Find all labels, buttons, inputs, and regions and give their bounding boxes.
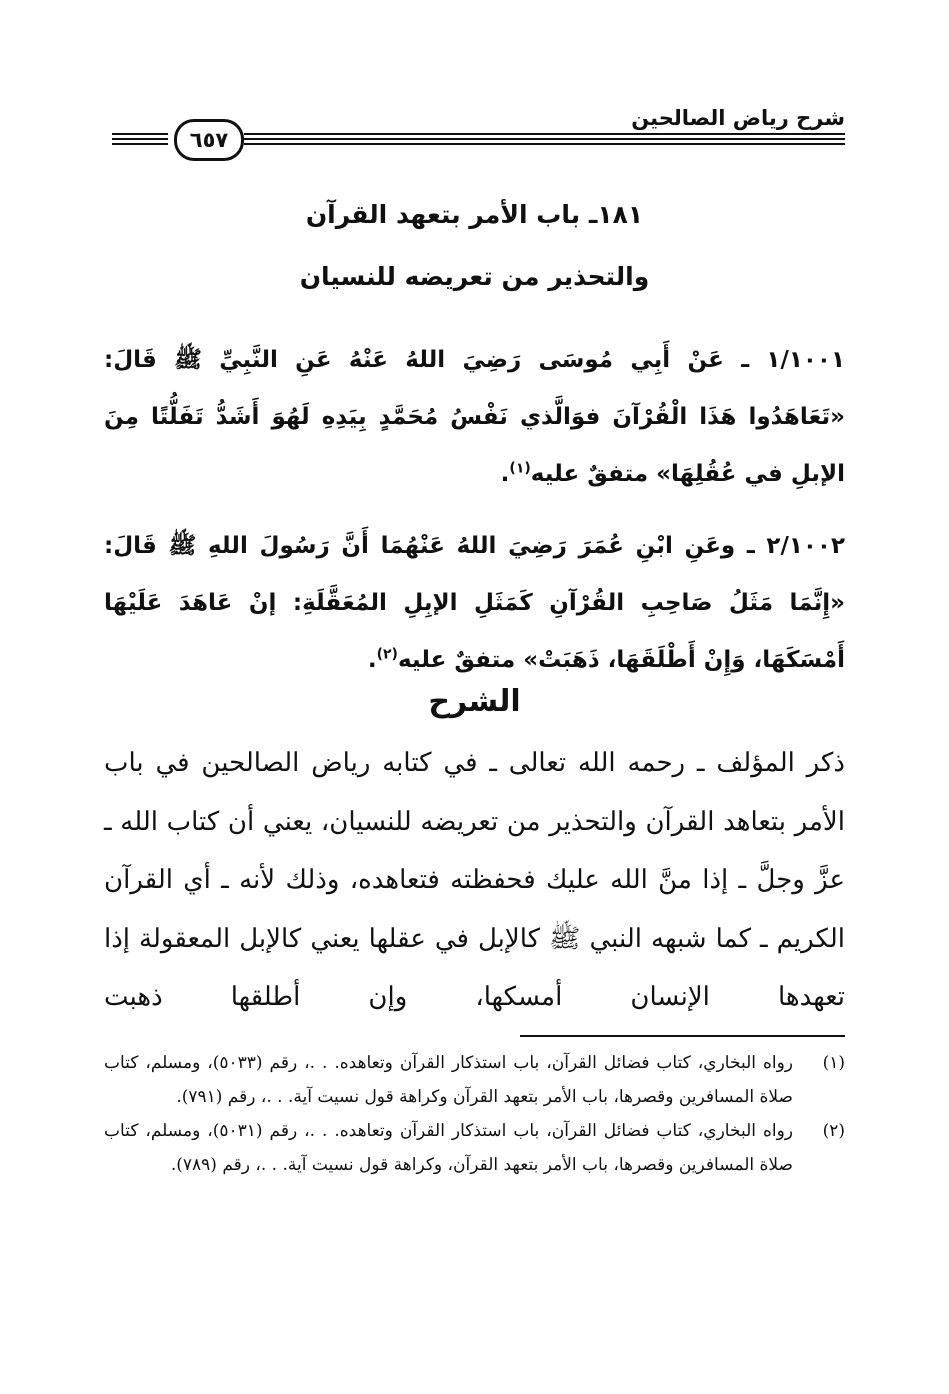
hadith-text: ٢/١٠٠٢ ـ وعَنِ ابْنِ عُمَرَ رَضِيَ اللهُ عَنْهُمَا أَنَّ رَسُولَ اللهِ ﷺ قَالَ: «إِنَّمَا مَثَلُ صَاحِبِ القُرْآنِ كَمَثَلِ الإبِلِ المُعَقَّلَةِ: إنْ عَاهَدَ عَلَيْهَا أَمْسَكَهَا، وَإِنْ أَطْلَقَهَا، ذَهَبَتْ» متفقٌ عليه [104,533,845,673]
header-rule-line [112,133,168,135]
sharh-paragraph: ذكر المؤلف ـ رحمه الله تعالى ـ في كتابه رياض الصالحين في باب الأمر بتعاهد القرآن والتحذير من تعريضه للنسيان، يعني أن كتاب الله ـ عزَّ وجلَّ ـ إذا منَّ الله عليك فحفظته فتعاهده، وذلك لأنه ـ أي القرآن الكريم ـ كما شبهه النبي ﷺ كالإبل في عقلها يعني كالإبل المعقولة إذا تعهدها الإنسان أمسكها، وإن أطلقها ذهبت [104,748,845,1012]
header-rule-line [244,138,845,140]
footnote [104,1046,845,1114]
sharh-heading: الشرح [428,684,521,719]
hadith-2: ٢/١٠٠٢ ـ وعَنِ ابْنِ عُمَرَ رَضِيَ اللهُ عَنْهُمَا أَنَّ رَسُولَ اللهِ ﷺ قَالَ: «إِنَّمَا مَثَلُ صَاحِبِ القُرْآنِ كَمَثَلِ الإبِلِ المُعَقَّلَةِ: إنْ عَاهَدَ عَلَيْهَا أَمْسَكَهَا، وَإِنْ أَطْلَقَهَا، ذَهَبَتْ» متفقٌ عليه$^{(٢)}$. [104,533,845,673]
page-number: ٦٥٧ [174,119,244,161]
header-rule-line [112,143,168,145]
footnote [104,1114,845,1182]
header-rule-line [244,143,845,145]
footnote-number: (٢) [822,1121,845,1141]
running-head-title: شرح رياض الصالحين [631,106,845,130]
footnotes [104,1046,845,1182]
footnote-text: رواه البخاري، كتاب فضائل القرآن، باب استذكار القرآن وتعاهده. . .، رقم (٥٠٣٣)، ومسلم، كتاب صلاة المسافرين وقصرها، باب الأمر بتعهد القرآن وكراهة قول نسيت آية. . .، رقم (٧٩١). [104,1053,793,1107]
footnote-divider [520,1035,845,1037]
header-rule-line [112,138,168,140]
header-rule-line [244,133,845,135]
footnote-ref[interactable]: (٢) [376,646,398,663]
chapter-title-line1: ١٨١ـ باب الأمر بتعهد القرآن [305,200,644,229]
chapter-title-line2: والتحذير من تعريضه للنسيان [299,262,650,291]
footnote-ref[interactable]: (١) [509,460,531,477]
footnote-number: (١) [822,1053,845,1073]
footnote-text: رواه البخاري، كتاب فضائل القرآن، باب استذكار القرآن وتعاهده. . .، رقم (٥٠٣١)، ومسلم، كتاب صلاة المسافرين وقصرها، باب الأمر بتعهد القرآن، وكراهة قول نسيت آية. . .، رقم (٧٨٩). [104,1121,793,1175]
hadith-text: ١/١٠٠١ ـ عَنْ أَبِي مُوسَى رَضِيَ اللهُ عَنْهُ عَنِ النَّبِيِّ ﷺ قَالَ: «تَعَاهَدُوا هَذَا الْقُرْآنَ فوَالَّذي نَفْسُ مُحَمَّدٍ بِيَدِهِ لَهُوَ أَشَدُّ تَفَلُّتًا مِنَ الإبلِ في عُقُلِهَا» متفقٌ عليه [104,347,845,487]
hadith-1: ١/١٠٠١ ـ عَنْ أَبِي مُوسَى رَضِيَ اللهُ عَنْهُ عَنِ النَّبِيِّ ﷺ قَالَ: «تَعَاهَدُوا هَذَا الْقُرْآنَ فوَالَّذي نَفْسُ مُحَمَّدٍ بِيَدِهِ لَهُوَ أَشَدُّ تَفَلُّتًا مِنَ الإبلِ في عُقُلِهَا» متفقٌ عليه$^{(١)}$. [104,347,845,487]
